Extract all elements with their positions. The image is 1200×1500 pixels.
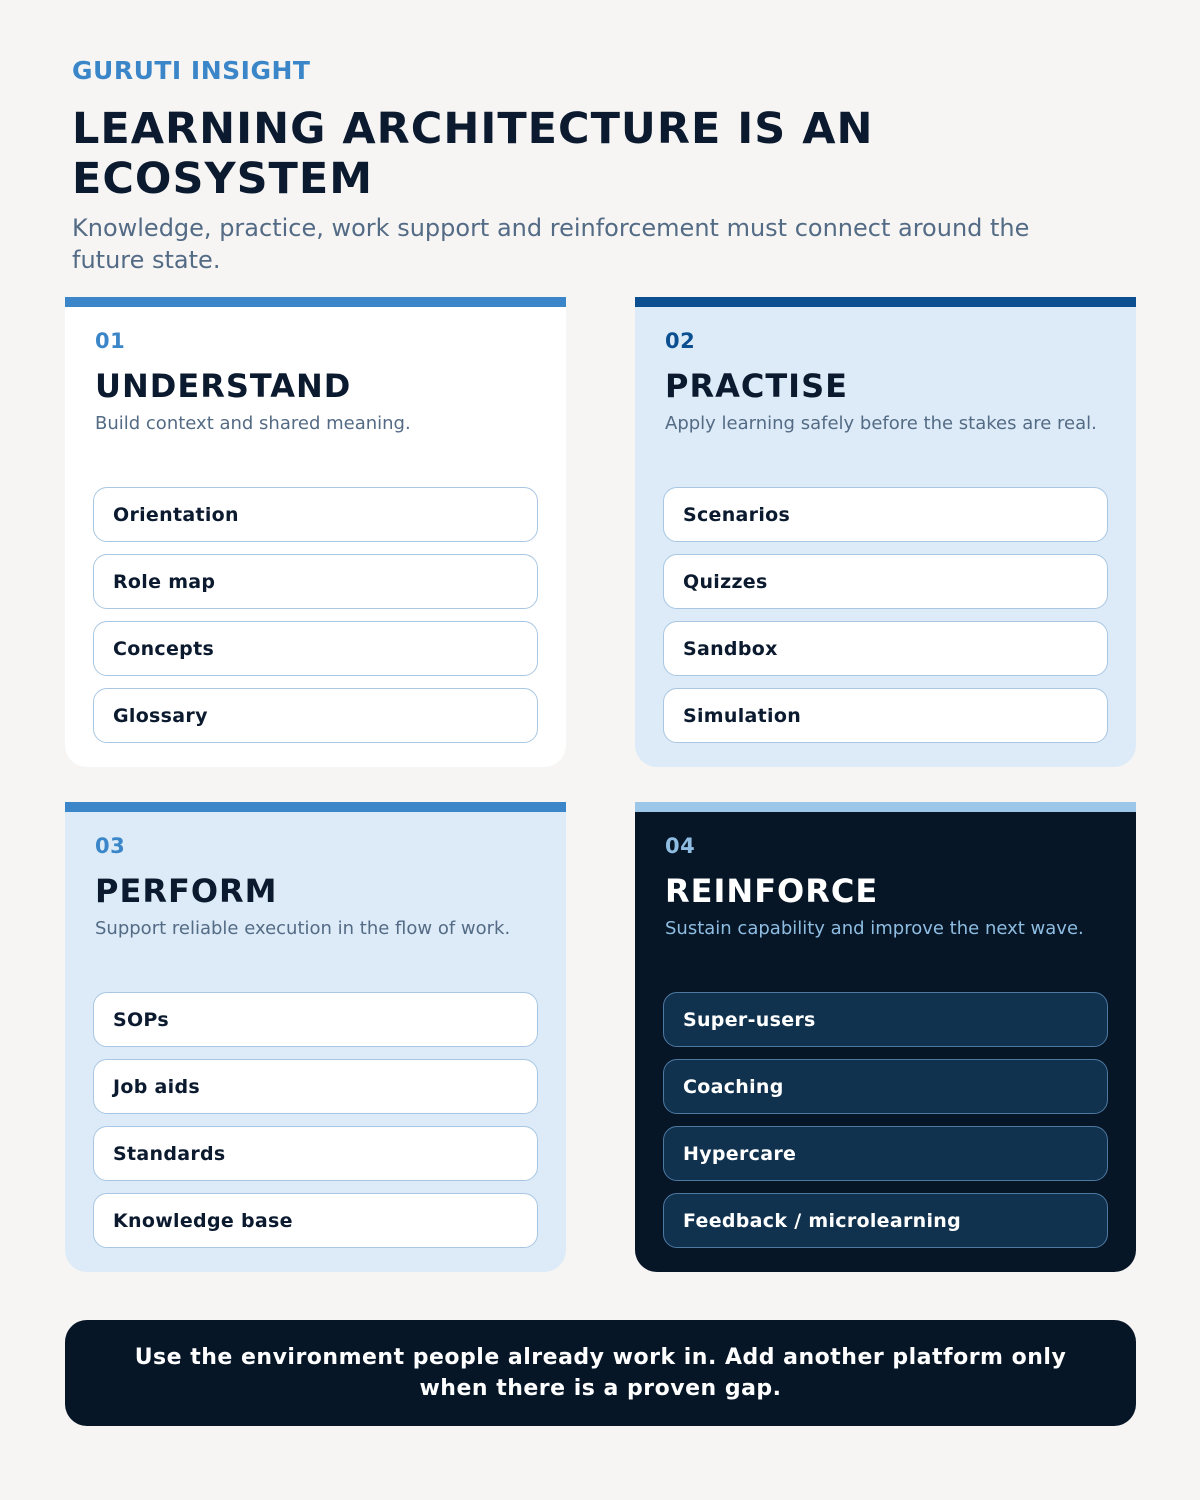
card-item-list <box>663 487 1108 755</box>
card-accent-bar <box>65 297 566 307</box>
page-subtitle: Knowledge, practice, work support and reinforcement must connect around the future state. <box>72 214 1030 274</box>
card-number: 04 <box>665 834 696 858</box>
card-perform <box>65 802 566 1272</box>
card-understand <box>65 297 566 767</box>
card-description: Sustain capability and improve the next wave. <box>665 918 1084 939</box>
card-item-concepts: Concepts <box>93 621 538 676</box>
card-item-list <box>663 992 1108 1260</box>
card-title: PRACTISE <box>665 367 848 405</box>
card-item-sops: SOPs <box>93 992 538 1047</box>
card-title: PERFORM <box>95 872 278 910</box>
card-description: Support reliable execution in the flow of work. <box>95 918 511 939</box>
card-practise <box>635 297 1136 767</box>
page-title: LEARNING ARCHITECTURE IS AN ECOSYSTEM <box>72 104 874 204</box>
card-item-coaching: Coaching <box>663 1059 1108 1114</box>
card-item-simulation: Simulation <box>663 688 1108 743</box>
card-number: 02 <box>665 329 696 353</box>
card-item-super-users: Super-users <box>663 992 1108 1047</box>
card-item-role-map: Role map <box>93 554 538 609</box>
footer-callout <box>65 1320 1136 1426</box>
brand-label: GURUTI INSIGHT <box>72 56 311 85</box>
card-item-list <box>93 487 538 755</box>
card-item-quizzes: Quizzes <box>663 554 1108 609</box>
card-item-list <box>93 992 538 1260</box>
card-item-orientation: Orientation <box>93 487 538 542</box>
card-title: UNDERSTAND <box>95 367 352 405</box>
card-description: Build context and shared meaning. <box>95 413 411 434</box>
footer-callout-text: Use the environment people already work in. Add another platform only when there is a proven gap. <box>134 1345 1067 1401</box>
card-item-glossary: Glossary <box>93 688 538 743</box>
card-item-sandbox: Sandbox <box>663 621 1108 676</box>
card-accent-bar <box>635 802 1136 812</box>
card-number: 01 <box>95 329 126 353</box>
card-number: 03 <box>95 834 126 858</box>
card-accent-bar <box>65 802 566 812</box>
card-reinforce <box>635 802 1136 1272</box>
card-item-feedback-microlearning: Feedback / microlearning <box>663 1193 1108 1248</box>
card-accent-bar <box>635 297 1136 307</box>
card-item-scenarios: Scenarios <box>663 487 1108 542</box>
card-item-knowledge-base: Knowledge base <box>93 1193 538 1248</box>
card-description: Apply learning safely before the stakes are real. <box>665 413 1097 434</box>
card-item-job-aids: Job aids <box>93 1059 538 1114</box>
card-item-hypercare: Hypercare <box>663 1126 1108 1181</box>
card-title: REINFORCE <box>665 872 879 910</box>
card-item-standards: Standards <box>93 1126 538 1181</box>
